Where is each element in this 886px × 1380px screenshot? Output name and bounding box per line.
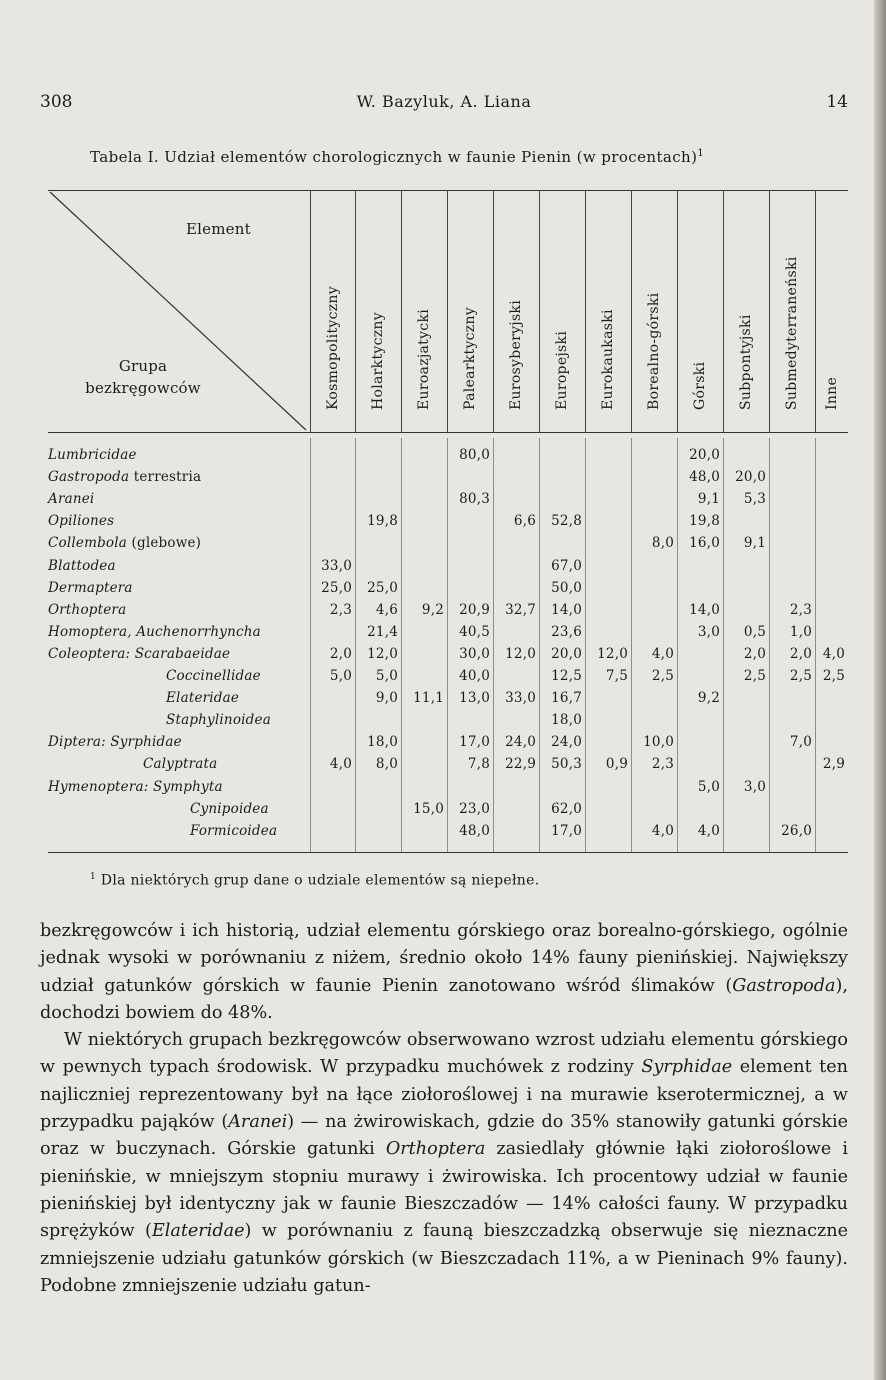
table-cell: 24,0 [551, 734, 582, 751]
table-cell: 12,0 [597, 645, 628, 662]
table-cell: 17,0 [551, 822, 582, 839]
row-label: Aranei [48, 491, 95, 508]
header-right-number: 14 [826, 92, 848, 112]
table-cell: 32,7 [505, 601, 536, 618]
table-cell: 30,0 [459, 645, 490, 662]
table-cell: 0,9 [605, 756, 628, 773]
page-edge-shadow [874, 0, 886, 1380]
footnote-mark: 1 [90, 872, 97, 882]
table-cell: 2,0 [789, 645, 812, 662]
table-cell: 50,0 [551, 579, 582, 596]
table-cell: 0,5 [743, 623, 766, 640]
table-cell: 13,0 [459, 690, 490, 707]
column-header [723, 198, 769, 426]
column-header [815, 198, 848, 426]
table-cell: 4,0 [822, 645, 845, 662]
table-cell: 20,0 [735, 469, 766, 486]
column-header-label: Borealno-górski [646, 292, 662, 410]
table-bottom-rule [48, 852, 848, 853]
table-cell: 9,2 [421, 601, 444, 618]
table-cell: 11,1 [413, 690, 444, 707]
corner-element-label: Element [186, 220, 251, 238]
table-cell: 15,0 [413, 800, 444, 817]
row-label: Calyptrata [143, 756, 218, 773]
table-cell: 12,0 [367, 645, 398, 662]
table-cell: 2,5 [822, 668, 845, 684]
table-cell: 2,5 [743, 668, 766, 684]
row-label: Formicoidea [190, 822, 278, 839]
row-label: Lumbricidae [48, 447, 137, 463]
footnote-text: Dla niektórych grup dane o udziale elementów są niepełne. [100, 872, 540, 889]
footnote-reference: 1 [697, 148, 705, 159]
table-cell: 17,0 [459, 734, 490, 751]
table-cell: 40,5 [459, 623, 490, 640]
table-caption [90, 148, 704, 166]
column-header-label: Kosmopolityczny [324, 286, 341, 410]
table-cell: 1,0 [789, 623, 812, 640]
table-cell: 5,0 [697, 778, 720, 795]
page-header [40, 92, 848, 118]
table-cell: 25,0 [321, 579, 352, 596]
table-cell: 10,0 [643, 734, 674, 751]
table-cell: 4,0 [697, 822, 720, 839]
paragraph-2: W niektórych grupach bezkręgowców obserwowano wzrost udziału elementu górskiego w pewnych typach środowisk. W przypadku muchówek z rodziny Syrphidae element ten najliczniej reprezentowany był na łące ziołoroślowej i na murawie kserotermicznej, a w przypadku pająków (Aranei) — na żwirowiskach, gdzie do 35% stanowiły gatunki górskie oraz w buczynach. Górskie gatunki Orthoptera zasiedlały głównie łąki ziołoroślowe i pienińskie, w mniejszym stopniu murawy i żwirowiska. Ich procentowy udział w faunie pienińskiej był identyczny jak w faunie Bieszczadów — 14% całości fauny. W przypadku sprężyków (Elateridae) w porównaniu z fauną bieszczadzką obserwuje się nieznaczne zmniejszenie udziału gatunków górskich (w Bieszczadach 11%, a w Pieninach 9% fauny). Podobne zmniejszenie udziału gatun- [40, 1030, 848, 1296]
column-header-label: Euroazjatycki [416, 308, 432, 410]
table-cell: 12,0 [505, 645, 536, 662]
table-cell: 22,9 [505, 756, 536, 773]
row-label: Diptera: Syrphidae [48, 734, 182, 751]
table-cell: 3,0 [697, 623, 720, 640]
table-header-rule [48, 432, 848, 433]
column-header-label: Submedyterraneński [784, 256, 800, 410]
row-label: Hymenoptera: Symphyta [48, 778, 223, 795]
table-cell: 2,5 [651, 668, 674, 684]
row-label: Homoptera, Auchenorrhyncha [48, 623, 261, 640]
column-header-label: Europejski [554, 330, 570, 410]
table-cell: 21,4 [367, 623, 398, 640]
column-header [631, 198, 677, 426]
table-cell: 26,0 [781, 822, 812, 839]
table-cell: 12,5 [551, 668, 582, 684]
table-cell: 7,5 [605, 668, 628, 684]
column-header [769, 198, 815, 426]
table-cell: 5,0 [329, 668, 352, 684]
table-cell: 20,0 [689, 447, 720, 463]
table-cell: 2,9 [822, 756, 845, 773]
table-cell: 24,0 [505, 734, 536, 751]
table-cell: 4,0 [329, 756, 352, 773]
body-text [40, 918, 848, 1300]
table-cell: 2,3 [651, 756, 674, 773]
paragraph-1: bezkręgowców i ich historią, udział elementu górskiego oraz borealno-górskiego, ogólnie jednak wysoki w porównaniu z niżem, średnio około 14% fauny pienińskiej. Największy udział gatunków górskich w faunie Pienin zanotowano wśród ślimaków (Gastropoda), dochodzi bowiem do 48%. [40, 921, 848, 1023]
table-cell: 8,0 [651, 535, 674, 552]
table-cell: 19,8 [689, 513, 720, 530]
table-cell: 33,0 [321, 557, 352, 574]
table-cell: 80,0 [459, 447, 490, 463]
table-cell: 5,0 [375, 668, 398, 684]
table-cell: 14,0 [551, 601, 582, 618]
row-label: Blattodea [48, 557, 116, 574]
table-caption-text: Tabela I. Udział elementów chorologicznych w faunie Pienin (w procentach) [90, 148, 698, 166]
row-label: Elateridae [166, 690, 240, 707]
table-cell: 14,0 [689, 601, 720, 618]
table-cell: 18,0 [551, 712, 582, 729]
table-cell: 2,5 [789, 668, 812, 684]
table-cell: 2,3 [329, 601, 352, 618]
row-label: Cynipoidea [190, 800, 269, 817]
table-cell: 16,0 [689, 535, 720, 552]
column-header [677, 198, 723, 426]
table-cell: 67,0 [551, 557, 582, 574]
table-cell: 62,0 [551, 800, 582, 817]
column-header-label: Palearktyczny [462, 306, 478, 410]
table-cell: 18,0 [367, 734, 398, 751]
column-header [310, 198, 355, 426]
table-cell: 7,0 [789, 734, 812, 751]
row-label: Coccinellidae [166, 668, 261, 684]
row-label: Orthoptera [48, 601, 127, 618]
table-cell: 80,3 [459, 491, 490, 508]
table-cell: 23,0 [459, 800, 490, 817]
table-cell: 6,6 [513, 513, 536, 530]
running-title: W. Bazyluk, A. Liana [356, 92, 532, 111]
table-cell: 9,1 [743, 535, 766, 552]
table-cell: 4,0 [651, 645, 674, 662]
row-label: Gastropoda terrestria [48, 469, 202, 486]
table-footnote [90, 872, 539, 889]
column-header-label: Holarktyczny [370, 312, 386, 410]
table-cell: 33,0 [505, 690, 536, 707]
row-label: Collembola (glebowe) [48, 535, 202, 552]
table-cell: 23,6 [551, 623, 582, 640]
row-label: Dermaptera [48, 579, 133, 596]
table-cell: 20,9 [459, 601, 490, 618]
column-header [401, 198, 447, 426]
table-cell: 7,8 [467, 756, 490, 773]
body-column-divider [401, 438, 402, 852]
column-header [585, 198, 631, 426]
table-cell: 40,0 [459, 668, 490, 684]
table-cell: 4,0 [651, 822, 674, 839]
column-header-label: Górski [692, 361, 708, 410]
table-cell: 4,6 [375, 601, 398, 618]
table-cell: 2,0 [329, 645, 352, 662]
table-cell: 9,2 [697, 690, 720, 707]
table-cell: 48,0 [459, 822, 490, 839]
row-label: Coleoptera: Scarabaeidae [48, 645, 231, 662]
column-header [539, 198, 585, 426]
table-cell: 9,0 [375, 690, 398, 707]
table-cell: 25,0 [367, 579, 398, 596]
chorology-table [48, 190, 848, 853]
column-header-label: Eurokaukaski [600, 309, 616, 410]
column-header [447, 198, 493, 426]
corner-group-label: Grupa bezkręgowców [85, 357, 201, 397]
table-cell: 52,8 [551, 513, 582, 530]
table-cell: 9,1 [697, 491, 720, 508]
column-header [493, 198, 539, 426]
table-cell: 5,3 [743, 491, 766, 508]
table-cell: 2,3 [789, 601, 812, 618]
column-header-label: Inne [823, 376, 840, 410]
table-cell: 48,0 [689, 469, 720, 486]
column-header-label: Subpontyjski [738, 314, 754, 410]
column-header [355, 198, 401, 426]
table-cell: 3,0 [743, 778, 766, 795]
column-header-label: Eurosyberyjski [508, 300, 524, 410]
table-cell: 20,0 [551, 645, 582, 662]
page-number: 308 [40, 92, 73, 112]
row-label: Staphylinoidea [166, 712, 271, 729]
row-label: Opiliones [48, 513, 115, 530]
table-cell: 16,7 [551, 690, 582, 707]
table-cell: 2,0 [743, 645, 766, 662]
table-cell: 50,3 [551, 756, 582, 773]
table-cell: 19,8 [367, 513, 398, 530]
table-cell: 8,0 [375, 756, 398, 773]
